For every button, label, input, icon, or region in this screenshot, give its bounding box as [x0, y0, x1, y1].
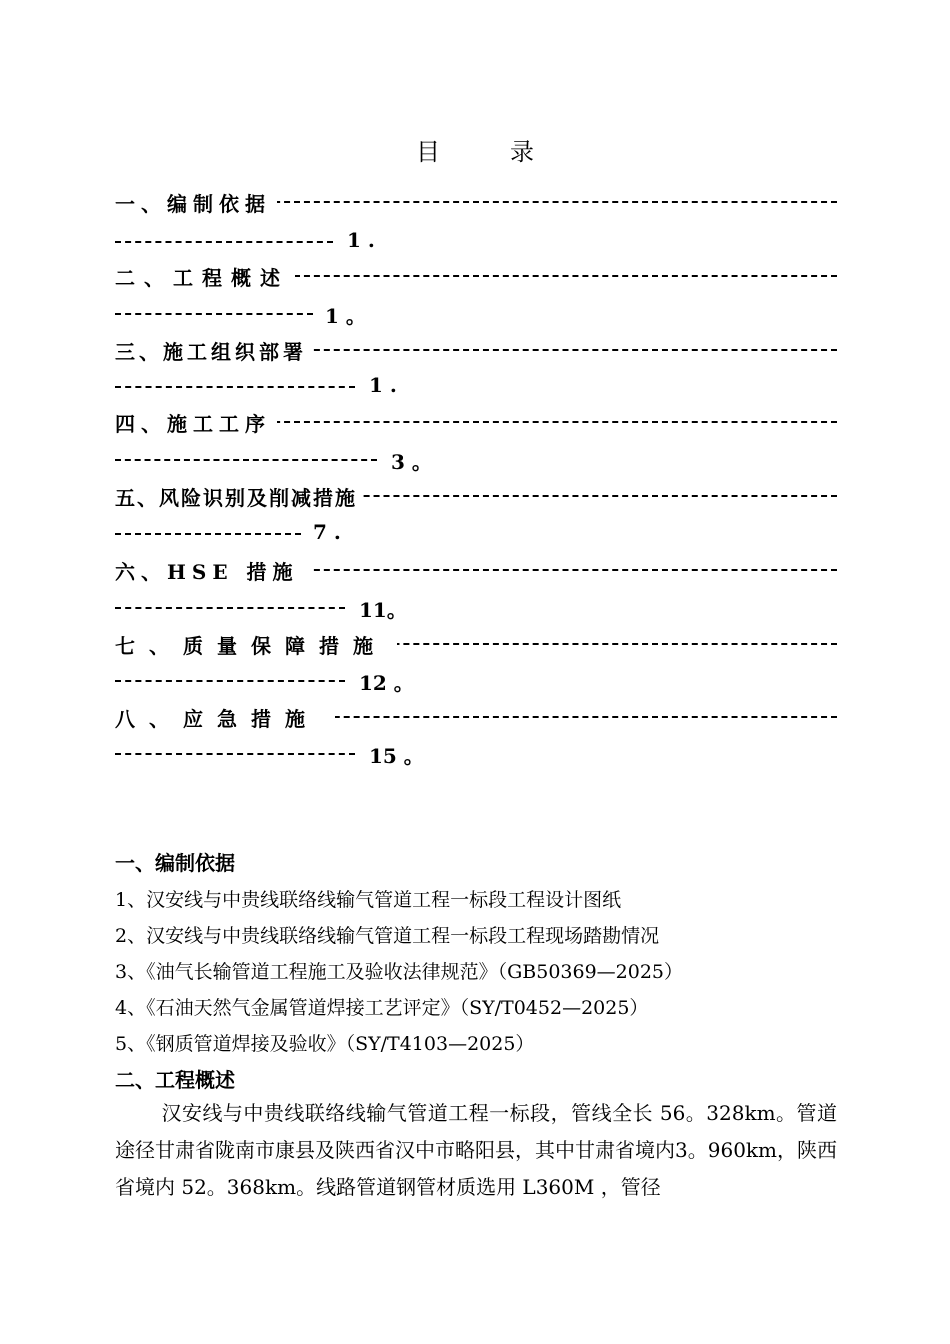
- toc-entry-label: 四、施工工序: [115, 408, 277, 434]
- toc-entry-label: 一、编制依据: [115, 188, 277, 214]
- toc-title: [0, 132, 950, 167]
- toc-entry: [115, 630, 837, 656]
- toc-entry-cont: [115, 667, 435, 693]
- toc-page-number: 12 。: [359, 671, 414, 695]
- toc-entry-label: 七、质量保障措施: [115, 630, 397, 656]
- toc-entry: [115, 408, 837, 434]
- toc-entry-label: 五、风险识别及削减措施: [115, 482, 363, 508]
- section-heading: 一、编制依据: [115, 851, 235, 875]
- toc-entry-cont: [115, 300, 395, 326]
- reference-item: 3、《油气长输管道工程施工及验收法律规范》（GB50369—2025）: [115, 961, 684, 983]
- reference-item: 5、《钢质管道焊接及验收》（SY/T4103—2025）: [115, 1033, 535, 1055]
- toc-entry: [115, 482, 837, 508]
- toc-entry-cont: [115, 373, 415, 399]
- toc-page-number: 11。: [359, 598, 407, 622]
- toc-entry-cont: [115, 594, 415, 620]
- toc-entry-label: 三、施工组织部署: [115, 336, 313, 362]
- toc-entry: [115, 703, 837, 729]
- toc-entry-cont: [115, 228, 395, 254]
- toc-entry-label: 二、工程概述: [115, 262, 295, 288]
- toc-entry-cont: [115, 740, 445, 766]
- toc-page-number: 7 .: [313, 520, 341, 544]
- toc-entry: [115, 188, 837, 214]
- toc-page-number: 15 。: [369, 744, 424, 768]
- toc-page-number: 1 .: [369, 373, 397, 397]
- toc-entry: [115, 556, 837, 582]
- toc-entry: [115, 336, 837, 362]
- toc-entry-cont: [115, 520, 375, 546]
- toc-page-number: 3 。: [391, 450, 432, 474]
- toc-entry: [115, 262, 837, 288]
- toc-title-right: 录: [510, 138, 534, 166]
- reference-item: 4、《石油天然气金属管道焊接工艺评定》（SY/T0452—2025）: [115, 997, 649, 1019]
- toc-title-left: 目: [416, 138, 440, 166]
- toc-entry-cont: [115, 446, 455, 472]
- reference-item: 2、汉安线与中贵线联络线输气管道工程一标段工程现场踏勘情况: [115, 925, 660, 947]
- overview-text: 汉安线与中贵线联络线输气管道工程一标段，管线全长 56。328km。管道途径甘肃省陇南市康县及陕西省汉中市略阳县，其中甘肃省境内3。960km，陕西省境内 52。368km。线路管道钢管材质选用 L360M ，管径: [115, 1101, 837, 1199]
- toc-entry-label: 六、HSE 措施: [115, 556, 313, 582]
- toc-page-number: 1 .: [347, 228, 375, 252]
- toc-page-number: 1 。: [325, 304, 366, 328]
- reference-item: 1、汉安线与中贵线联络线输气管道工程一标段工程设计图纸: [115, 889, 622, 911]
- toc-entry-label: 八、应急措施: [115, 703, 335, 729]
- section-heading: 二、工程概述: [115, 1068, 235, 1092]
- overview-paragraph: [115, 1095, 837, 1206]
